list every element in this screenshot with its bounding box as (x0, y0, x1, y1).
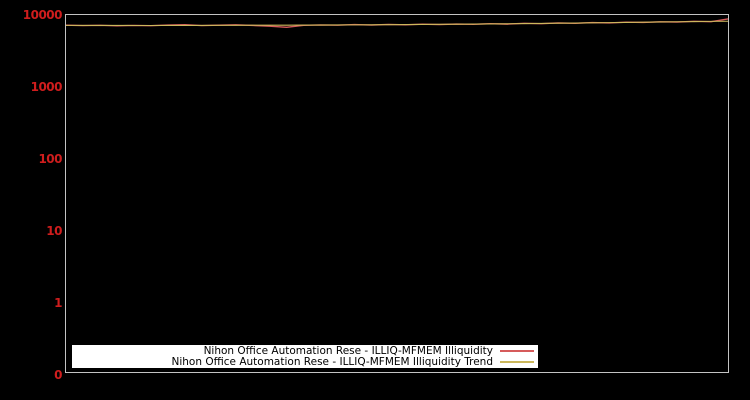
y-tick-label: 10000 (22, 8, 62, 22)
y-tick-label: 100 (38, 152, 62, 166)
y-tick-label: 1000 (30, 80, 62, 94)
plot-area (65, 14, 729, 373)
y-tick-label: 0 (54, 368, 62, 382)
y-tick-label: 1 (54, 296, 62, 310)
legend (72, 345, 538, 368)
legend-label-trend: Nihon Office Automation Rese - ILLIQ-MFMEM Illiquidity Trend (171, 355, 493, 368)
legend-line-sample-trend-icon (500, 361, 534, 363)
legend-label-illiquidity: Nihon Office Automation Rese - ILLIQ-MFMEM Illiquidity (203, 345, 493, 358)
plot-svg (66, 15, 728, 372)
legend-line-sample-illiquidity-icon (500, 350, 534, 352)
line-illiquidity (66, 19, 728, 27)
y-tick-label: 10 (46, 224, 62, 238)
legend-item-illiquidity (76, 346, 534, 356)
legend-item-trend (76, 357, 534, 367)
